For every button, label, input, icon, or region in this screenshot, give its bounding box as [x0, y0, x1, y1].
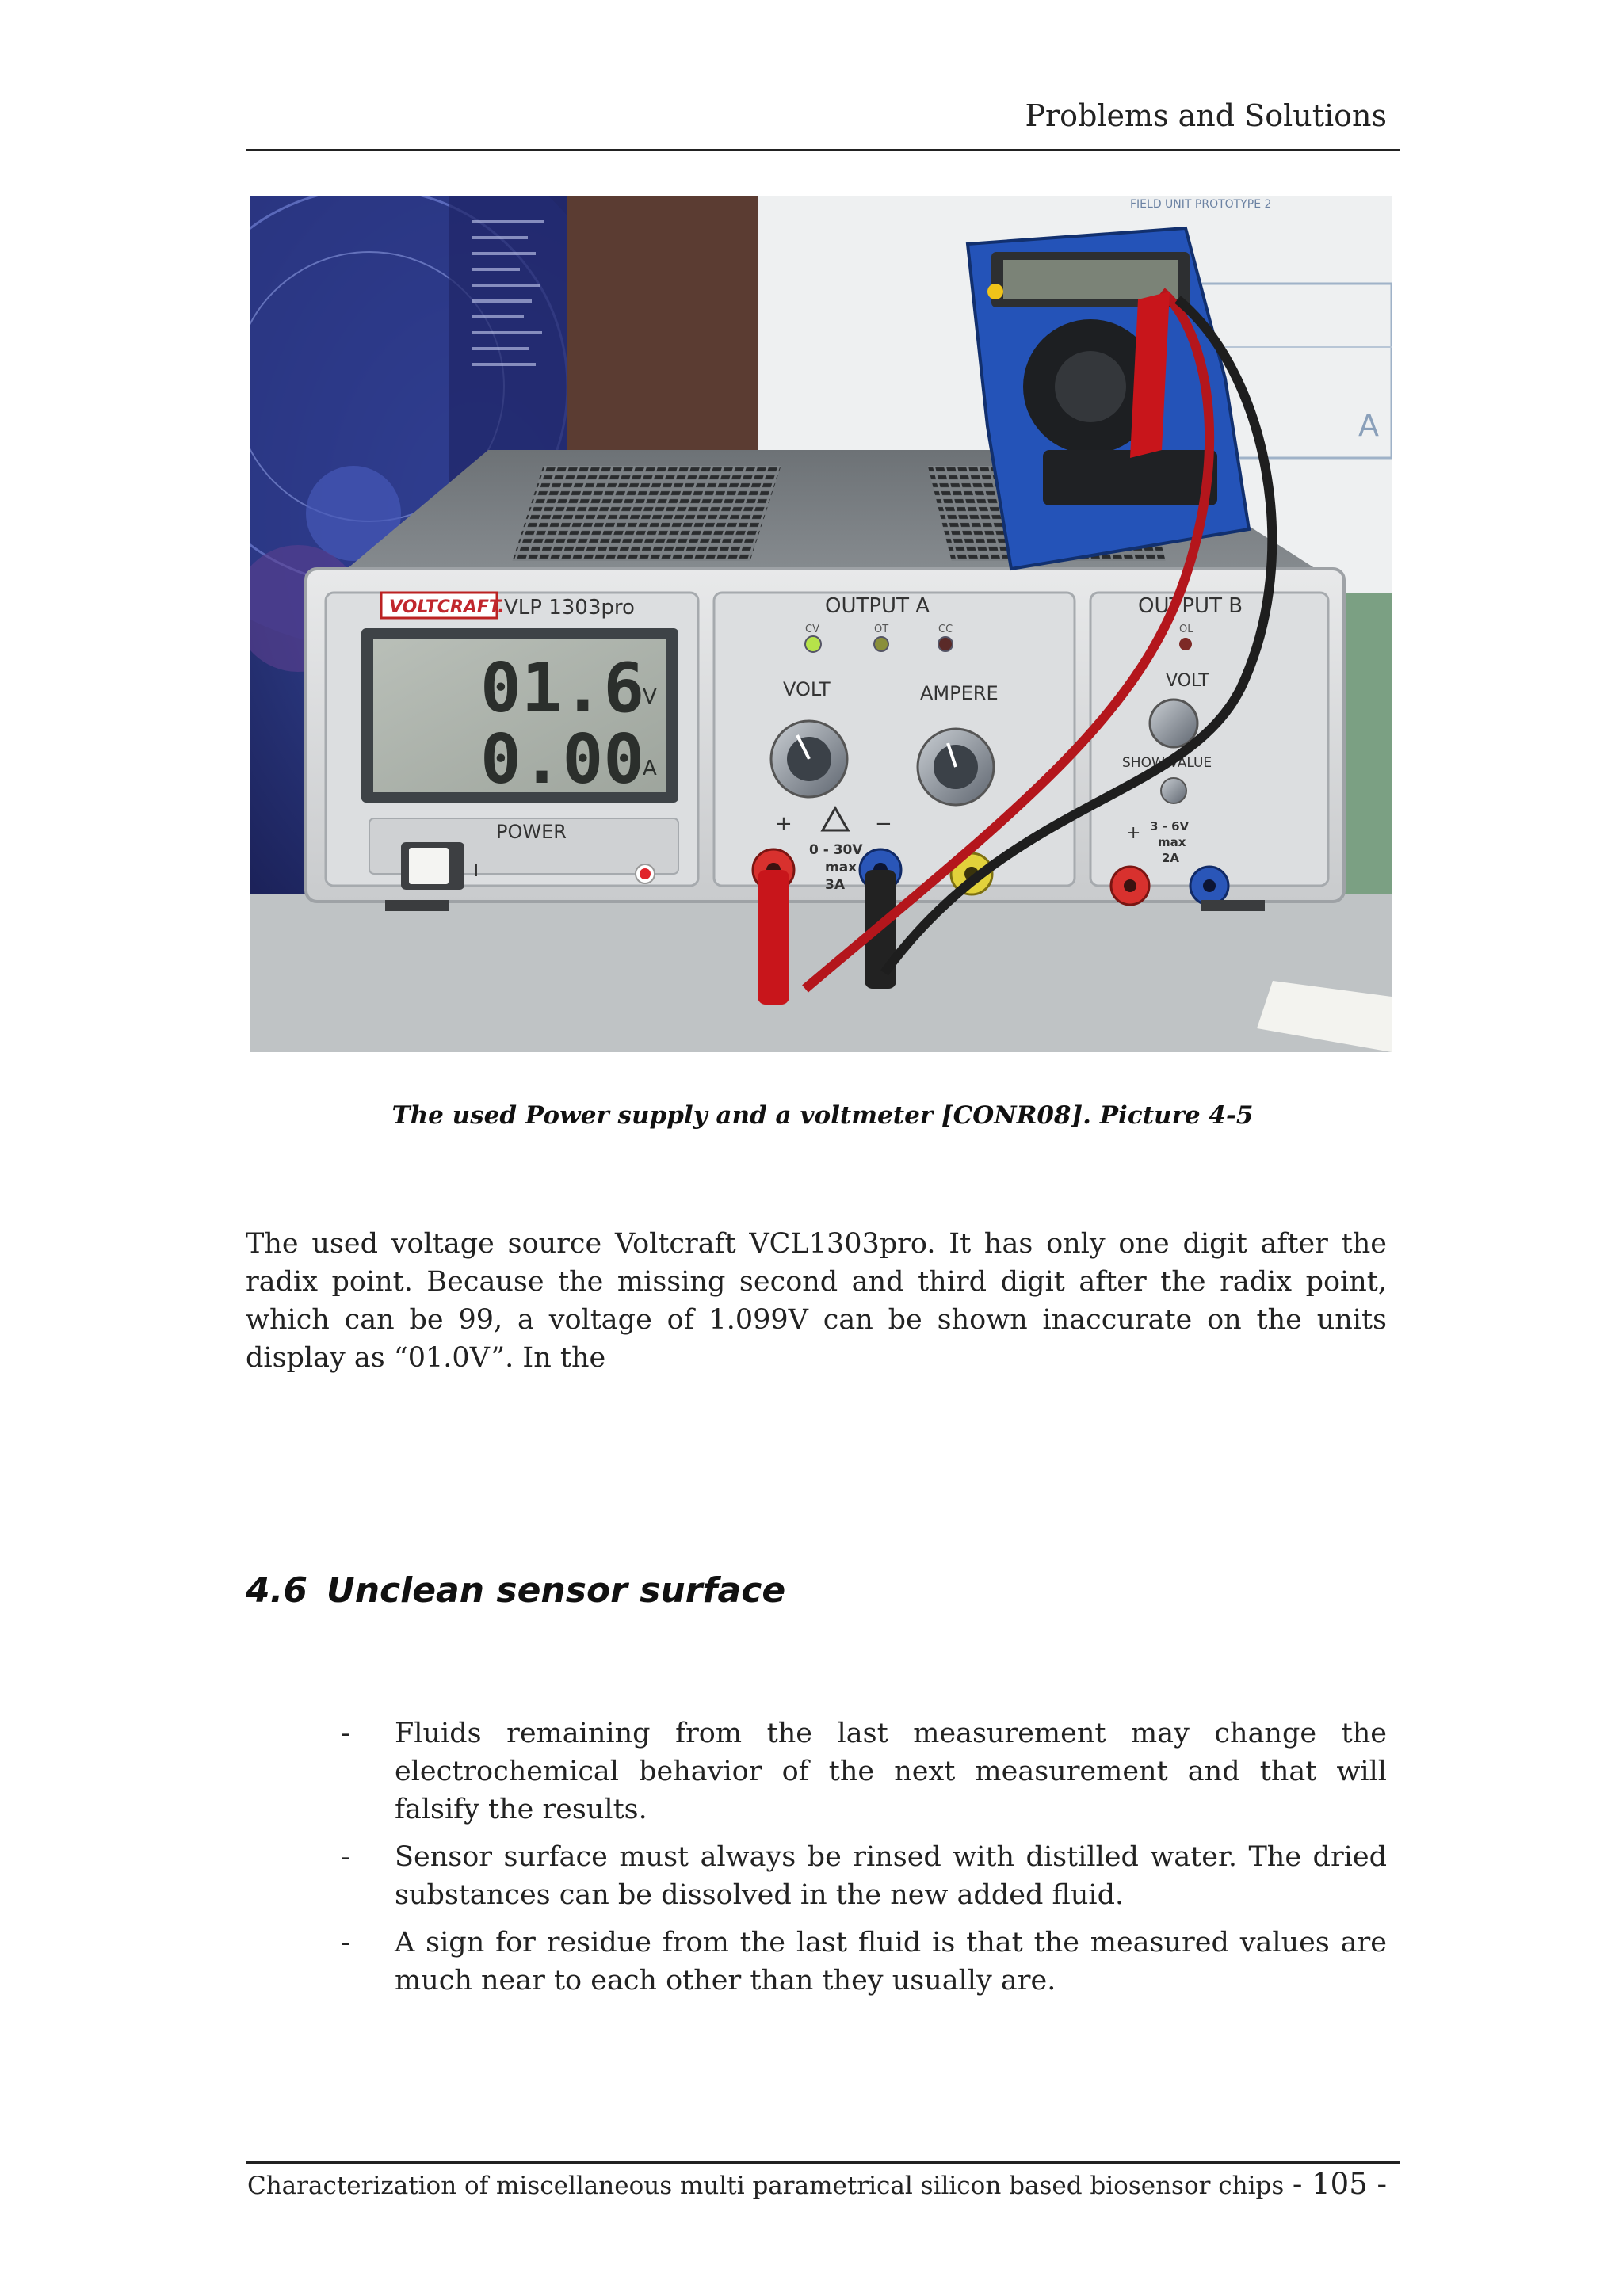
- red-plug: [758, 870, 789, 1005]
- output-a-label: OUTPUT A: [825, 594, 930, 618]
- power-supply-photo: [250, 196, 1392, 1052]
- power-switch[interactable]: [409, 848, 449, 884]
- brand-logo: VOLTCRAFT.: [389, 597, 505, 617]
- list-item: [341, 1924, 1387, 2000]
- output-b-range: 3 - 6V: [1150, 819, 1190, 833]
- bullet-list: [341, 1714, 1387, 2009]
- running-title: Problems and Solutions: [1025, 98, 1387, 133]
- cv-label: CV: [805, 624, 819, 635]
- output-b-plus: +: [1126, 823, 1141, 843]
- output-b-label: OUTPUT B: [1138, 594, 1243, 618]
- bullet-text: Fluids remaining from the last measurement may change the electrochemical behavior of the next measurement and that will falsify the results.: [395, 1718, 1387, 1825]
- show-value-button[interactable]: [1161, 778, 1186, 803]
- output-a-range: 0 - 30V: [809, 842, 863, 858]
- output-a-max: max: [825, 860, 857, 875]
- bullet-text: A sign for residue from the last fluid is that the measured values are much near to each other than they usually are.: [395, 1927, 1387, 1997]
- lcd-voltage-reading: 01.6: [480, 649, 645, 728]
- figure-photo: [250, 196, 1392, 1052]
- bullet-dash: -: [341, 1927, 350, 1958]
- output-a-minus: −: [875, 812, 892, 836]
- output-b-current: 2A: [1162, 851, 1180, 865]
- ol-label: OL: [1179, 624, 1193, 635]
- lcd-current-reading: 0.00: [480, 720, 645, 799]
- model-label: VLP 1303pro: [504, 596, 635, 620]
- wall-text: FIELD UNIT PROTOTYPE 2: [1130, 198, 1272, 211]
- page-header: [246, 93, 1400, 151]
- section-number: 4.6: [246, 1570, 307, 1611]
- bullet-dash: -: [341, 1718, 350, 1749]
- show-value-label: SHOW VALUE: [1122, 755, 1212, 771]
- cv-led: [805, 636, 821, 652]
- section-title: Unclean sensor surface: [327, 1570, 786, 1611]
- output-a-plus: +: [775, 812, 792, 836]
- bullet-dash: -: [341, 1841, 350, 1873]
- volt-b-label: VOLT: [1166, 671, 1209, 691]
- output-b-max: max: [1158, 835, 1186, 849]
- ot-label: OT: [874, 624, 889, 635]
- ot-led: [874, 637, 888, 651]
- lcd-volt-unit: V: [643, 685, 657, 709]
- cc-led: [938, 637, 953, 651]
- ampere-label: AMPERE: [920, 682, 999, 704]
- list-item: [341, 1714, 1387, 1829]
- body-paragraph: The used voltage source Voltcraft VCL1303pro. It has only one digit after the radix point. Because the missing second and third digit after the radix point, which can be 99, a voltage of 1.099V can be shown inaccurate on the units display as “01.0V”. In the: [246, 1228, 1387, 1374]
- page-footer: [246, 2161, 1400, 2211]
- page-number: - 105 -: [1292, 2167, 1387, 2201]
- volt-b-knob[interactable]: [1150, 700, 1197, 747]
- power-label: POWER: [496, 821, 567, 843]
- power-led: [640, 868, 651, 879]
- volt-label: VOLT: [783, 678, 831, 700]
- footer-title: Characterization of miscellaneous multi parametrical silicon based biosensor chips: [247, 2172, 1285, 2200]
- section-heading: [246, 1570, 1387, 1611]
- cc-label: CC: [938, 624, 953, 635]
- ol-led: [1179, 638, 1192, 650]
- figure-caption: The used Power supply and a voltmeter [CONR08]. Picture 4-5: [391, 1101, 1254, 1130]
- power-switch-marker: I: [474, 861, 479, 880]
- lcd-ampere-unit: A: [643, 757, 657, 780]
- list-item: [341, 1838, 1387, 1914]
- bullet-text: Sensor surface must always be rinsed with distilled water. The dried substances can be dissolved in the new added fluid.: [395, 1841, 1387, 1911]
- output-a-current: 3A: [825, 877, 845, 893]
- wall-letter: A: [1358, 408, 1379, 443]
